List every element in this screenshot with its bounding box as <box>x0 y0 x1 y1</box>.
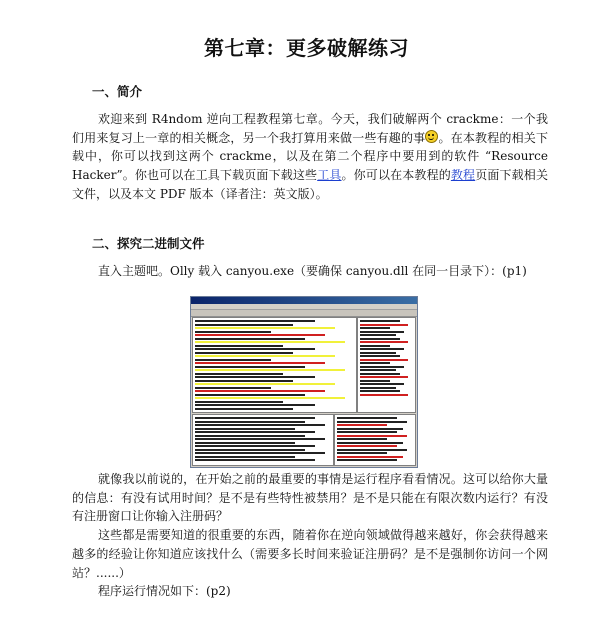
screenshot-code-line <box>195 394 305 396</box>
screenshot-code-line <box>337 438 387 440</box>
screenshot-code-line <box>360 359 408 361</box>
screenshot-code-line <box>195 428 295 430</box>
binary-text-2: 就像我以前说的，在开始之前的最重要的事情是运行程序看看情况。这可以给你大量的信息：有没有试用时间？是不是有些特性被禁用？是不是只能在有限次数内运行？有没有注册窗口让你输入注册码？ <box>72 472 548 524</box>
intro-text-a: 欢迎来到 R4ndom 逆向工程教程第七章。今天，我们破解两个 crackme：一个我们用来复习上一章的相关概念，另一个我打算用来做一些有趣的事 <box>72 112 548 145</box>
screenshot-code-line <box>360 390 400 392</box>
intro-paragraph <box>72 110 548 204</box>
screenshot-dump-pane <box>192 414 334 466</box>
intro-text-d: 页面下载相关文件，以及本文 PDF 版本（译者注：英文版）。 <box>72 168 548 201</box>
binary-text-4: 程序运行情况如下：(p2) <box>98 584 231 599</box>
screenshot-code-line <box>195 338 305 340</box>
screenshot-code-line <box>195 383 335 385</box>
screenshot-code-line <box>360 366 404 368</box>
screenshot-code-line <box>337 417 397 419</box>
intro-text-b: 。在本教程的相关下载中，你可以找到这两个 crackme，以及在第二个程序中要用到的软件 “Resource Hacker”。你也可以在工具下载页面下载这些 <box>72 130 548 183</box>
screenshot-code-line <box>195 320 315 322</box>
screenshot-cpu-pane <box>192 317 357 413</box>
screenshot-code-line <box>337 421 407 423</box>
intro-text-c: 。你可以在本教程的 <box>341 168 451 183</box>
binary-text-3: 这些都是需要知道的很重要的东西，随着你在逆向领域做得越来越好，你会获得越来越多的经验让你知道应该找什么（需要多长时间来验证注册码？是不是强制你访问一个网站？......） <box>72 528 548 580</box>
screenshot-code-line <box>360 331 404 333</box>
screenshot-code-line <box>195 438 325 440</box>
section-heading-binary: 二、探究二进制文件 <box>92 236 205 251</box>
screenshot-code-line <box>195 362 325 364</box>
screenshot-code-line <box>195 345 283 347</box>
screenshot-registers-pane <box>357 317 416 413</box>
screenshot-code-line <box>195 324 293 326</box>
screenshot-code-line <box>195 459 315 461</box>
screenshot-code-line <box>195 352 293 354</box>
screenshot-code-line <box>360 334 396 336</box>
screenshot-code-line <box>195 334 325 336</box>
screenshot-code-line <box>337 449 407 451</box>
screenshot-code-line <box>337 445 397 447</box>
binary-paragraph-1 <box>72 262 548 281</box>
screenshot-code-line <box>195 376 315 378</box>
screenshot-code-line <box>195 341 345 343</box>
screenshot-code-line <box>360 369 396 371</box>
binary-paragraph-2 <box>72 470 548 601</box>
section-heading-intro: 一、简介 <box>92 84 143 99</box>
screenshot-code-line <box>360 348 404 350</box>
ollydbg-screenshot <box>190 296 418 468</box>
screenshot-code-line <box>360 383 404 385</box>
screenshot-code-line <box>195 404 315 406</box>
screenshot-code-line <box>195 442 295 444</box>
smiley-icon <box>425 130 438 143</box>
screenshot-code-line <box>360 324 408 326</box>
screenshot-code-line <box>360 355 400 357</box>
screenshot-code-line <box>360 320 400 322</box>
binary-text-1: 直入主题吧。Olly 载入 canyou.exe（要确保 canyou.dll 在同一目录下）：(p1) <box>98 264 527 278</box>
screenshot-code-line <box>360 387 396 389</box>
screenshot-code-line <box>195 366 305 368</box>
screenshot-code-line <box>337 424 387 426</box>
screenshot-code-line <box>195 421 305 423</box>
screenshot-code-line <box>195 401 283 403</box>
screenshot-code-line <box>360 352 396 354</box>
screenshot-code-line <box>337 459 397 461</box>
screenshot-code-line <box>195 331 271 333</box>
screenshot-code-line <box>360 362 390 364</box>
screenshot-code-line <box>360 341 408 343</box>
screenshot-code-line <box>195 424 325 426</box>
screenshot-code-line <box>195 327 335 329</box>
screenshot-code-line <box>360 380 390 382</box>
screenshot-code-line <box>195 373 283 375</box>
screenshot-code-line <box>360 394 408 396</box>
screenshot-code-line <box>360 338 400 340</box>
tools-link[interactable]: 工具 <box>317 168 342 183</box>
chapter-title: 第七章：更多破解练习 <box>204 36 409 60</box>
screenshot-toolbar <box>191 310 417 317</box>
screenshot-code-line <box>195 380 293 382</box>
screenshot-code-line <box>195 452 325 454</box>
screenshot-code-line <box>195 431 315 433</box>
screenshot-code-line <box>195 435 305 437</box>
screenshot-code-line <box>337 428 403 430</box>
screenshot-code-line <box>337 456 403 458</box>
screenshot-code-line <box>195 348 315 350</box>
screenshot-code-line <box>195 417 315 419</box>
screenshot-titlebar <box>191 297 417 304</box>
screenshot-code-line <box>195 359 271 361</box>
screenshot-code-line <box>195 408 293 410</box>
screenshot-code-line <box>337 442 403 444</box>
screenshot-code-line <box>195 449 305 451</box>
screenshot-code-line <box>195 387 271 389</box>
screenshot-code-line <box>195 456 295 458</box>
screenshot-code-line <box>195 390 325 392</box>
screenshot-code-line <box>195 369 345 371</box>
screenshot-code-line <box>195 355 335 357</box>
screenshot-code-line <box>337 431 397 433</box>
tutorial-link[interactable]: 教程 <box>450 168 476 183</box>
screenshot-stack-pane <box>334 414 416 466</box>
screenshot-code-line <box>337 435 407 437</box>
screenshot-code-line <box>360 373 400 375</box>
screenshot-code-line <box>195 397 345 399</box>
screenshot-code-line <box>360 376 408 378</box>
screenshot-code-line <box>360 327 390 329</box>
screenshot-code-line <box>337 452 387 454</box>
screenshot-code-line <box>195 445 315 447</box>
screenshot-code-line <box>360 345 390 347</box>
